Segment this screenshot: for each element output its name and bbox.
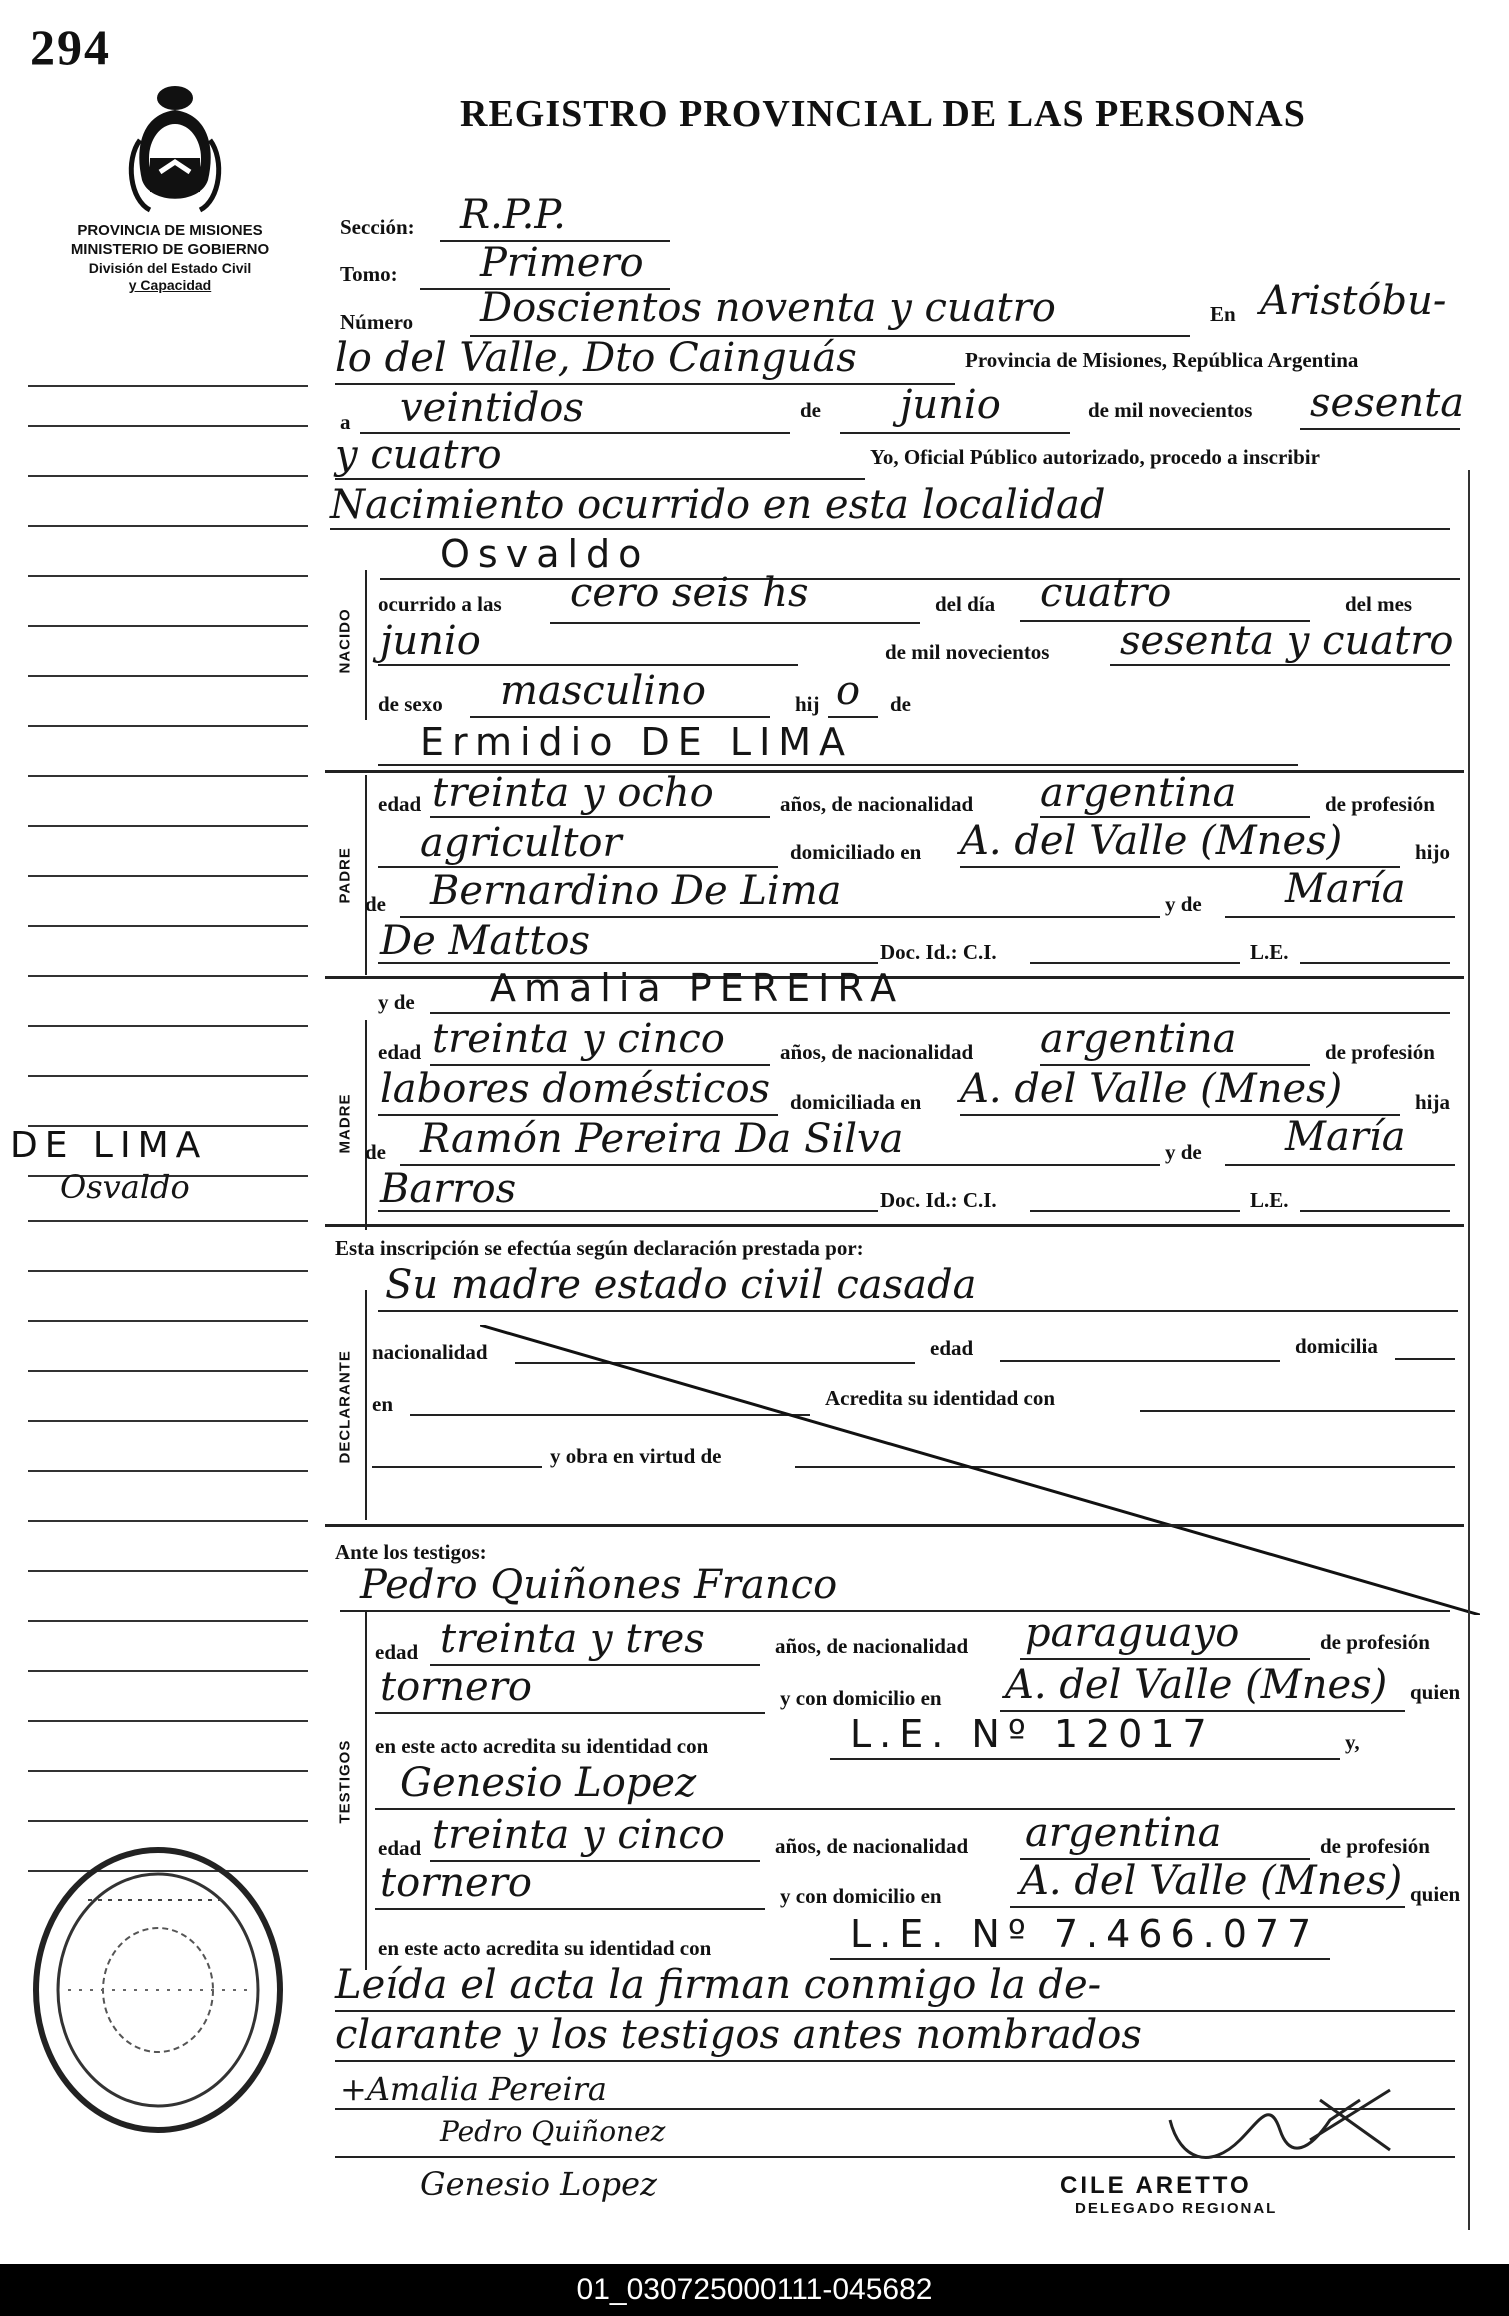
- seccion-value: R.P.P.: [460, 192, 566, 238]
- testigo2-prof-label: de profesión: [1320, 1834, 1430, 1858]
- declarante-section-label: DECLARANTE: [336, 1350, 354, 1464]
- padre-dom-value: A. del Valle (Mnes): [960, 818, 1343, 864]
- padre-father-value: Bernardino De Lima: [430, 868, 842, 914]
- fecha-anio-label: de mil novecientos: [1088, 398, 1253, 422]
- testigo1-edad-label: edad: [375, 1640, 419, 1664]
- madre-prof-value: labores domésticos: [380, 1066, 771, 1112]
- capacity-line: y Capacidad: [128, 277, 212, 293]
- testigo1-edad-value: treinta y tres: [440, 1616, 705, 1662]
- declarante-en-label: en: [372, 1392, 393, 1416]
- padre-mother-value-1: María: [1285, 866, 1406, 912]
- signature-testigo2: Genesio Lopez: [420, 2165, 657, 2203]
- anio-value: sesenta y cuatro: [1120, 618, 1454, 664]
- nacido-section-label: NACIDO: [336, 608, 354, 674]
- testigo1-name: Pedro Quiñones Franco: [360, 1562, 838, 1608]
- padre-de-label: de: [365, 892, 386, 916]
- testigo1-dom-label: y con domicilio en: [780, 1686, 942, 1710]
- coat-of-arms-emblem: [120, 80, 230, 220]
- padre-y-de-label: y de: [1165, 892, 1202, 916]
- division-line: División del Estado Civil: [88, 259, 252, 276]
- divider-testigos: [325, 1524, 1464, 1527]
- issuing-authority: [20, 222, 320, 295]
- testigo1-prof-label: de profesión: [1320, 1630, 1430, 1654]
- provincia-label: Provincia de Misiones, República Argentina: [965, 348, 1359, 372]
- madre-hija-label: hija: [1415, 1090, 1451, 1114]
- fecha-anio-value-2: y cuatro: [335, 432, 502, 478]
- padre-prof-value: agricultor: [420, 820, 622, 866]
- madre-mother-value-2: Barros: [380, 1166, 517, 1212]
- ministry-line: MINISTERIO DE GOBIERNO: [70, 240, 270, 258]
- margin-note-name: Osvaldo: [60, 1168, 190, 1206]
- madre-edad-label: edad: [378, 1040, 422, 1064]
- madre-nac-value: argentina: [1040, 1016, 1237, 1062]
- testigo1-nac-label: años, de nacionalidad: [775, 1634, 969, 1658]
- testigo1-dom-value: A. del Valle (Mnes): [1005, 1662, 1388, 1708]
- closing-line2: clarante y los testigos antes nombrados: [335, 2012, 1142, 2058]
- nacido-de-label: de: [890, 692, 911, 716]
- testigo2-nac-label: años, de nacionalidad: [775, 1834, 969, 1858]
- right-border: [1468, 470, 1470, 2230]
- divider-declaracion: [325, 1224, 1464, 1227]
- padre-prof-label: de profesión: [1325, 792, 1435, 816]
- mes-label: del mes: [1345, 592, 1413, 616]
- official-name: CILE ARETTO: [1060, 2172, 1252, 2199]
- testigos-ante-label: Ante los testigos:: [335, 1540, 487, 1564]
- testigo1-y-label: y,: [1345, 1730, 1360, 1754]
- official-signature-scribble: [1160, 2080, 1400, 2180]
- testigo2-nac-value: argentina: [1025, 1810, 1222, 1856]
- testigo2-edad-label: edad: [378, 1836, 422, 1860]
- testigo1-acredita-label: en este acto acredita su identidad con: [375, 1734, 709, 1758]
- fecha-anio-value-1: sesenta: [1310, 380, 1465, 426]
- sexo-value: masculino: [500, 668, 706, 714]
- registry-seal-stamp: [28, 1840, 288, 2140]
- document-title: REGISTRO PROVINCIAL DE LAS PERSONAS: [460, 93, 1306, 135]
- madre-prof-label: de profesión: [1325, 1040, 1435, 1064]
- padre-name-value: Ermidio DE LIMA: [420, 720, 854, 764]
- en-label: En: [1210, 302, 1236, 326]
- hora-label: ocurrido a las: [378, 592, 502, 616]
- signature-testigo1: Pedro Quiñonez: [440, 2115, 666, 2148]
- en-value-line2: lo del Valle, Dto Cainguás: [335, 335, 857, 381]
- tomo-label: Tomo:: [340, 262, 398, 286]
- madre-dom-label: domiciliada en: [790, 1090, 922, 1114]
- padre-le-label: L.E.: [1250, 940, 1289, 964]
- footer-document-id: 01_030725000111-045682: [0, 2264, 1509, 2316]
- madre-section-label: MADRE: [336, 1093, 354, 1154]
- padre-nac-label: años, de nacionalidad: [780, 792, 974, 816]
- fecha-dia-value: veintidos: [400, 385, 584, 431]
- nacido-name-value: Osvaldo: [440, 532, 650, 576]
- fecha-de-label: de: [800, 398, 821, 422]
- mes-value: junio: [380, 618, 481, 664]
- testigo2-doc-value: L.E. Nº 7.466.077: [850, 1912, 1320, 1956]
- padre-doc-label: Doc. Id.: C.I.: [880, 940, 997, 964]
- padre-nac-value: argentina: [1040, 770, 1237, 816]
- acto-value: Nacimiento ocurrido en esta localidad: [330, 482, 1106, 528]
- testigo2-quien-label: quien: [1410, 1882, 1461, 1906]
- madre-name-value: Amalia PEREIRA: [490, 966, 905, 1010]
- seccion-label: Sección:: [340, 215, 415, 239]
- padre-edad-label: edad: [378, 792, 422, 816]
- madre-edad-value: treinta y cinco: [432, 1016, 725, 1062]
- madre-dom-value: A. del Valle (Mnes): [960, 1066, 1343, 1112]
- closing-line1: Leída el acta la firman conmigo la de-: [335, 1962, 1102, 2008]
- padre-dom-label: domiciliado en: [790, 840, 922, 864]
- madre-le-label: L.E.: [1250, 1188, 1289, 1212]
- testigo2-edad-value: treinta y cinco: [432, 1812, 725, 1858]
- padre-mother-value-2: De Mattos: [380, 918, 591, 964]
- padre-section-label: PADRE: [336, 847, 354, 904]
- numero-value: Doscientos noventa y cuatro: [480, 285, 1056, 331]
- testigo2-acredita-label: en este acto acredita su identidad con: [378, 1936, 712, 1960]
- official-title: DELEGADO REGIONAL: [1075, 2200, 1278, 2217]
- anio-label: de mil novecientos: [885, 640, 1050, 664]
- page-number: 294: [30, 19, 111, 75]
- hijo-label: hij: [795, 692, 820, 716]
- declarante-edad-label: edad: [930, 1336, 974, 1360]
- padre-hijo-label: hijo: [1415, 840, 1451, 864]
- declaracion-value: Su madre estado civil casada: [385, 1262, 977, 1308]
- fecha-mes-value: junio: [900, 382, 1001, 428]
- madre-de-label: de: [365, 1140, 386, 1164]
- margin-note-surname: DE LIMA: [10, 1125, 208, 1166]
- testigo1-quien-label: quien: [1410, 1680, 1461, 1704]
- madre-father-value: Ramón Pereira Da Silva: [420, 1116, 904, 1162]
- declarante-dom-label: domicilia: [1295, 1334, 1378, 1358]
- dia-value: cuatro: [1040, 570, 1172, 616]
- madre-y-de-label: y de: [378, 990, 415, 1014]
- hora-value: cero seis hs: [570, 570, 809, 616]
- oficial-label: Yo, Oficial Público autorizado, procedo a inscribir: [870, 445, 1320, 469]
- testigo2-dom-label: y con domicilio en: [780, 1884, 942, 1908]
- fecha-a-label: a: [340, 410, 351, 434]
- en-value-line1: Aristóbu-: [1260, 278, 1447, 324]
- testigo1-nac-value: paraguayo: [1025, 1610, 1240, 1656]
- declaracion-intro-label: Esta inscripción se efectúa según declaración prestada por:: [335, 1236, 864, 1260]
- declarante-nac-label: nacionalidad: [372, 1340, 488, 1364]
- province-line: PROVINCIA DE MISIONES: [77, 222, 263, 239]
- padre-edad-value: treinta y ocho: [432, 770, 714, 816]
- testigo2-name: Genesio Lopez: [400, 1760, 697, 1806]
- madre-mother-value-1: María: [1285, 1114, 1406, 1160]
- dia-label: del día: [935, 592, 996, 616]
- madre-y-de2-label: y de: [1165, 1140, 1202, 1164]
- madre-nac-label: años, de nacionalidad: [780, 1040, 974, 1064]
- declarante-obra-label: y obra en virtud de: [550, 1444, 722, 1468]
- testigo2-prof-value: tornero: [380, 1860, 532, 1906]
- testigos-section-label: TESTIGOS: [336, 1739, 354, 1824]
- declarante-acredita-label: Acredita su identidad con: [825, 1386, 1056, 1410]
- testigo1-prof-value: tornero: [380, 1664, 532, 1710]
- signature-declarante: +Amalia Pereira: [340, 2070, 607, 2108]
- testigo1-doc-value: L.E. Nº 12017: [850, 1712, 1215, 1756]
- tomo-value: Primero: [480, 240, 644, 286]
- testigo2-dom-value: A. del Valle (Mnes): [1020, 1858, 1403, 1904]
- numero-label: Número: [340, 310, 414, 334]
- sexo-label: de sexo: [378, 692, 443, 716]
- madre-doc-label: Doc. Id.: C.I.: [880, 1188, 997, 1212]
- hijo-value: o: [836, 668, 861, 714]
